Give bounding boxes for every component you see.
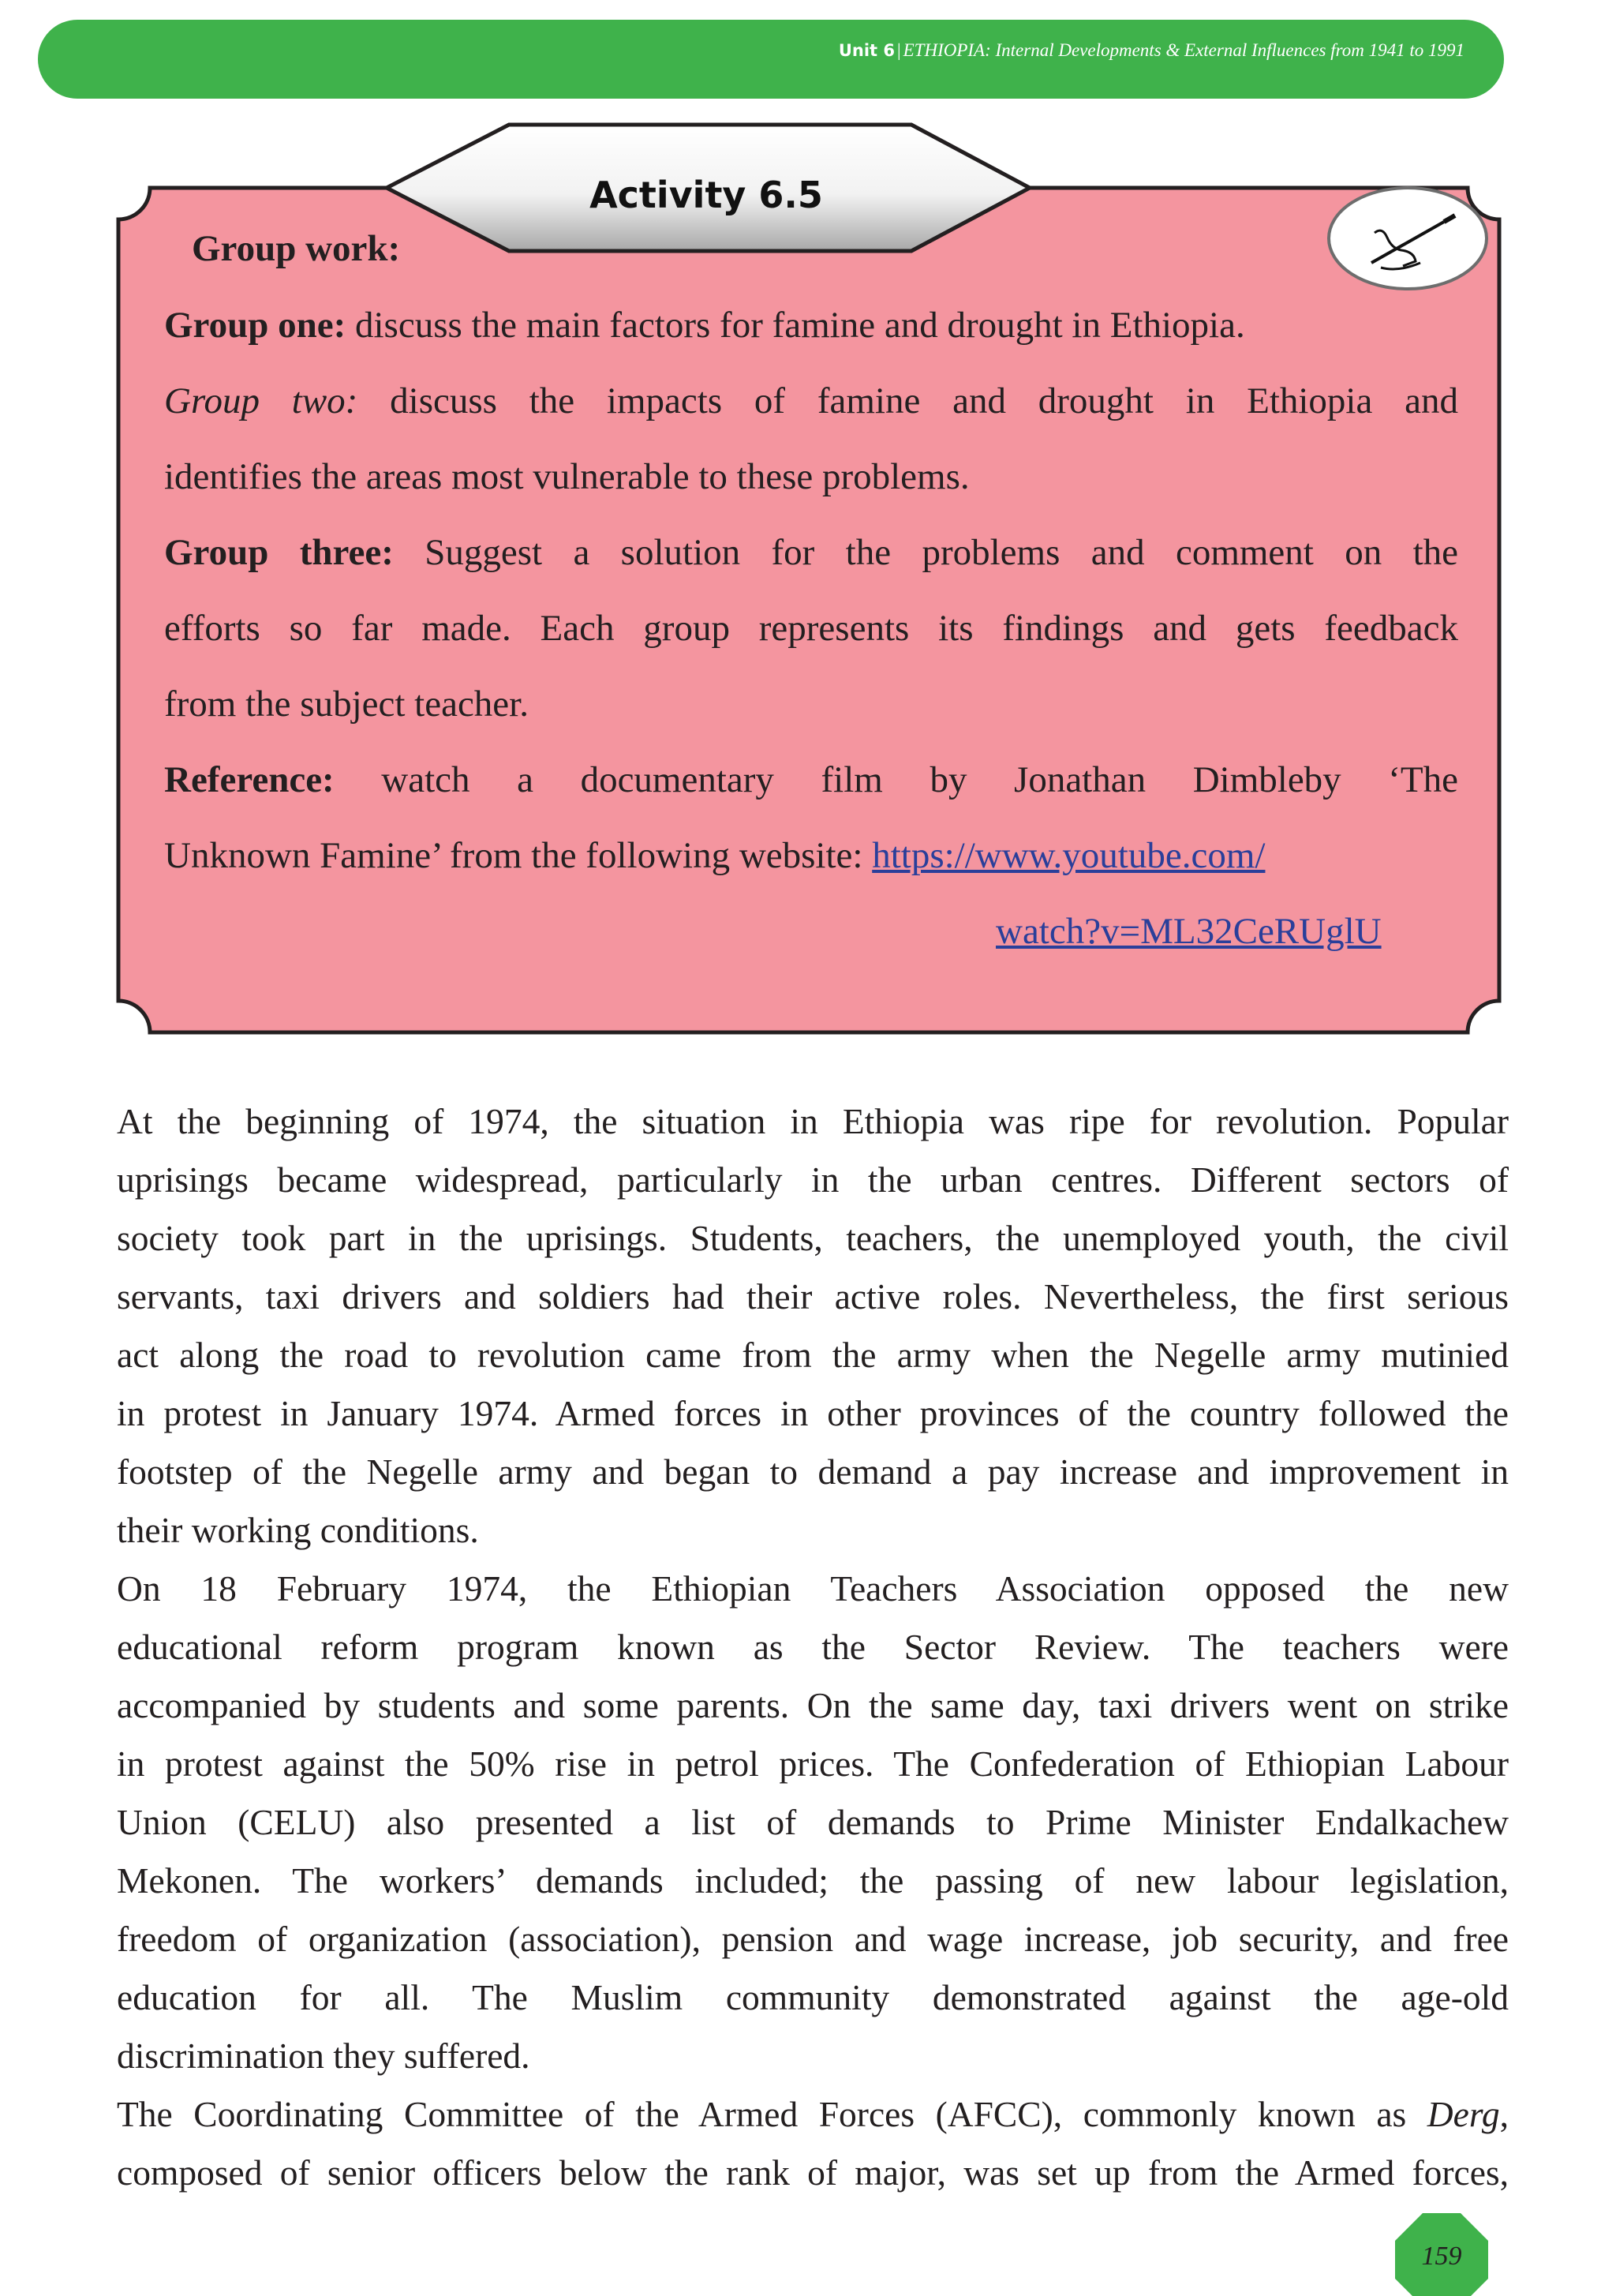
youtube-link-part-1[interactable]: https://www.youtube.com/ — [872, 835, 1266, 876]
header-subtitle: ETHIOPIA: Internal Developments & External Influences from 1941 to 1991 — [903, 40, 1464, 60]
body-line-derg-text: The Coordinating Committee of the Armed Forces (AFCC), commonly known as — [117, 2094, 1427, 2134]
body-line: educational reform program known as the Sector Review. The teachers were — [117, 1627, 1509, 1667]
writing-icon — [1326, 185, 1490, 292]
body-line: society took part in the uprisings. Students, teachers, the unemployed youth, the civil — [117, 1218, 1509, 1258]
group-one-label: Group one: — [164, 305, 346, 346]
body-line: their working conditions. — [117, 1510, 479, 1550]
derg-term: Derg — [1427, 2094, 1500, 2134]
group-two-text-1: discuss the impacts of famine and drought in Ethiopia and — [357, 380, 1458, 421]
body-line: discrimination they suffered. — [117, 2036, 530, 2076]
group-one-line — [164, 305, 1245, 345]
group-three-text-1: Suggest a solution for the problems and comment on the — [393, 532, 1458, 573]
group-three-line-1 — [164, 533, 1458, 572]
group-two-line-1 — [164, 381, 1458, 421]
group-three-line-2: efforts so far made. Each group represents its findings and gets feedback — [164, 608, 1458, 649]
unit-label: Unit 6 — [838, 41, 896, 60]
body-line: in protest against the 50% rise in petrol prices. The Confederation of Ethiopian Labour — [117, 1744, 1509, 1784]
running-header — [839, 40, 1464, 61]
activity-title: Activity 6.5 — [589, 174, 823, 216]
body-line: accompanied by students and some parents. On the same day, taxi drivers went on strike — [117, 1685, 1509, 1725]
body-line: freedom of organization (association), pension and wage increase, job security, and free — [117, 1919, 1509, 1959]
body-line: At the beginning of 1974, the situation in Ethiopia was ripe for revolution. Popular — [117, 1101, 1509, 1141]
reference-label: Reference: — [164, 759, 335, 800]
body-line: Union (CELU) also presented a list of demands to Prime Minister Endalkachew — [117, 1802, 1509, 1842]
reference-text-1: watch a documentary film by Jonathan Dimbleby ‘The — [334, 759, 1458, 800]
youtube-link-part-2[interactable]: watch?v=ML32CeRUglU — [996, 911, 1382, 952]
body-line-derg — [117, 2095, 1509, 2134]
body-line: education for all. The Muslim community demonstrated against the age-old — [117, 1977, 1509, 2017]
reference-line-1 — [164, 760, 1458, 800]
group-two-line-2: identifies the areas most vulnerable to these problems. — [164, 456, 970, 497]
body-line: in protest in January 1974. Armed forces in other provinces of the country followed the — [117, 1393, 1509, 1433]
derg-comma: , — [1499, 2094, 1509, 2134]
group-one-text: discuss the main factors for famine and drought in Ethiopia. — [346, 305, 1245, 346]
page-number: 159 — [1421, 2242, 1462, 2271]
group-two-label: Group two: — [164, 380, 358, 421]
reference-line-2 — [164, 836, 1458, 875]
header-separator: | — [897, 40, 901, 60]
body-line: uprisings became widespread, particularly in the urban centres. Different sectors of — [117, 1159, 1509, 1200]
body-line: servants, taxi drivers and soldiers had their active roles. Nevertheless, the first serious — [117, 1276, 1509, 1317]
header-band — [38, 20, 1504, 99]
body-line: composed of senior officers below the rank of major, was set up from the Armed forces, — [117, 2152, 1509, 2193]
body-line: footstep of the Negelle army and began to demand a pay increase and improvement in — [117, 1451, 1509, 1492]
group-three-label: Group three: — [164, 532, 394, 573]
group-three-line-3: from the subject teacher. — [164, 684, 529, 725]
body-line: act along the road to revolution came from the army when the Negelle army mutinied — [117, 1335, 1509, 1375]
group-work-label: Group work: — [192, 228, 401, 269]
reference-text-2: Unknown Famine’ from the following website: — [164, 835, 873, 876]
body-line: Mekonen. The workers’ demands included; the passing of new labour legislation, — [117, 1860, 1509, 1901]
body-line: On 18 February 1974, the Ethiopian Teachers Association opposed the new — [117, 1568, 1509, 1609]
